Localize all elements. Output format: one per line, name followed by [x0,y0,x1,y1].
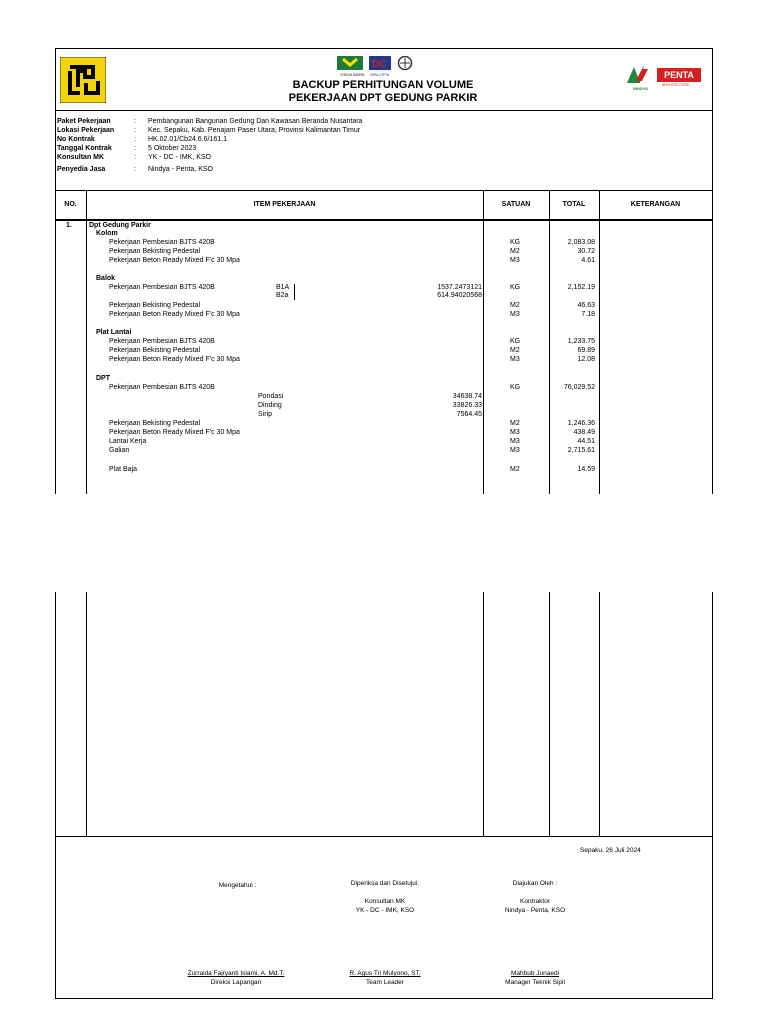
col-header-total: TOTAL [562,201,586,208]
row-item: Plat Baja [109,466,138,473]
row-satuan: M3 [510,257,520,264]
place-date: Sepaku, 26 Juli 2024 [580,847,641,854]
row-total: 69.89 [577,347,595,354]
detail-label: Pondasi [258,393,284,400]
logo-caption-yodya: YODYA KARYA [340,73,365,77]
section-title: Dpt Gedung Parkir [89,222,151,229]
section-number: 1. [66,222,72,229]
kontraktor-name: Nindya - Penta, KSO [504,907,566,914]
diajukan-label: Diajukan Oleh : [512,880,558,887]
row-total: 4.61 [581,257,595,264]
detail-label: Sirip [258,411,273,418]
info-label: Penyedia Jasa [57,166,106,173]
row-item: Pekerjaan Pembesian BJTS 420B [109,239,215,246]
info-label: Lokasi Pekerjaan [57,127,115,134]
group-title-plat: Plat Lantai [96,329,132,336]
konsultan-name: YK - DC - IMK, KSO [355,907,415,914]
row-satuan: M2 [510,302,520,309]
row-satuan: M3 [510,438,520,445]
col-header-no: NO. [64,201,77,208]
row-item: Pekerjaan Bekisting Pedestal [109,347,201,354]
detail-label: Dinding [258,402,282,409]
info-colon: : [134,154,136,161]
row-total: 12.08 [577,356,595,363]
row-satuan: KG [510,239,521,246]
detail-value: 34638.74 [452,393,482,400]
row-satuan: KG [510,384,521,391]
row-total: 2,083.08 [567,239,595,246]
frame-right-line [712,48,713,494]
signatory-2-name: R. Agus Tri Mulyono, ST. [349,970,421,977]
info-label: Konsultan MK [57,154,105,161]
info-value: Pembangunan Bangunan Gedung Dan Kawasan Beranda Nusantara [148,118,363,125]
col-sep-total [599,190,600,494]
detail-value: 33826.33 [452,402,482,409]
row-satuan: M3 [510,429,520,436]
row-satuan: M2 [510,347,520,354]
col-sep-item [483,190,484,494]
row-satuan: M3 [510,311,520,318]
info-divider [55,190,713,191]
pu-logo-icon [60,57,106,103]
signatory-3-role: Manager Teknik Sipil [505,979,565,986]
penta-logo: PENTA [657,68,701,82]
row-item: Pekerjaan Beton Ready Mixed F'c 30 Mpa [109,356,240,363]
signatory-1-role: Direksi Lapangan [210,979,262,986]
row-total: 438.49 [573,429,595,436]
row-satuan: KG [510,284,521,291]
table-bottom-line [55,836,713,837]
info-label: No Kontrak [57,136,95,143]
info-value: Kec. Sepaku, Kab. Penajam Paser Utara, Provinsi Kalimantan Timur [148,127,361,134]
logo-caption-dira: DIRA CIPTA [370,73,390,77]
group-title-kolom: Kolom [96,230,118,237]
document-title-line1: BACKUP PERHITUNGAN VOLUME [292,79,474,91]
row-item: Pekerjaan Beton Ready Mixed F'c 30 Mpa [109,429,240,436]
row-item: Pekerjaan Pembesian BJTS 420B [109,338,215,345]
col-header-keterangan: KETERANGAN [630,201,681,208]
row-item: Pekerjaan Beton Ready Mixed F'c 30 Mpa [109,311,240,318]
info-colon: : [134,136,136,143]
row-item: Pekerjaan Pembesian BJTS 420B [109,384,215,391]
group-title-dpt: DPT [96,375,110,382]
konsultan-label: Konsultan MK [364,898,406,905]
frame-left-line [55,592,56,999]
info-colon: : [134,118,136,125]
detail-value: 614.94020568 [437,292,482,299]
signatory-1-name: Zurraida Fajryanti Islami, A. Md.T. [187,970,285,977]
document-title-line2: PEKERJAAN DPT GEDUNG PARKIR [288,92,478,104]
col-sep-item [483,592,484,836]
column-header-bottom [55,219,713,221]
frame-top-line [55,48,713,49]
signatory-3-name: Mahbub Junaedi [510,970,560,977]
info-label: Paket Pekerjaan [57,118,111,125]
detail-value: 1537.2473121 [437,284,482,291]
info-colon: : [134,166,136,173]
mengetahui-label: Mengetahui : [218,882,257,889]
detail-label: B1A [276,284,290,291]
row-satuan: M2 [510,248,520,255]
info-value: Nindya - Penta, KSO [148,166,213,173]
row-satuan: M2 [510,466,520,473]
row-total: 76,029.52 [563,384,595,391]
col-sep-satuan [549,592,550,836]
header-divider [55,110,713,111]
row-total: 1,233.75 [567,338,595,345]
row-total: 7.18 [581,311,595,318]
svg-text:DC: DC [372,59,387,70]
detail-label: B2a [276,292,289,299]
row-item: Pekerjaan Bekisting Pedestal [109,302,201,309]
diperiksa-label: Diperiksa dan Disetujui: [350,880,420,887]
row-total: 2,152.19 [567,284,595,291]
group-title-balok: Balok [96,275,116,282]
nindya-logo-text: NINDYA [633,86,648,91]
row-total: 44.51 [577,438,595,445]
row-total: 30.72 [577,248,595,255]
col-sep-no [86,190,87,494]
frame-bottom-line [55,998,713,999]
row-item: Lantai Kerja [109,438,147,445]
kontraktor-label: Kontraktor [520,898,550,905]
row-total: 14.59 [577,466,595,473]
row-total: 1,246.36 [567,420,595,427]
info-colon: : [134,127,136,134]
info-value: YK - DC - IMK, KSO [148,154,212,161]
row-total: 2,715.61 [567,447,595,454]
row-item: Pekerjaan Pembesian BJTS 420B [109,284,215,291]
row-total: 46.63 [577,302,595,309]
row-satuan: M3 [510,356,520,363]
signatory-2-role: Team Leader [366,979,404,986]
col-header-item: ITEM PEKERJAAN [253,201,316,208]
info-colon: : [134,145,136,152]
col-sep-total [599,592,600,836]
row-satuan: M2 [510,420,520,427]
penta-logo-sub: ARCHITECTURE [662,83,690,87]
frame-right-line [712,592,713,999]
info-value: 5 Oktober 2023 [148,145,197,152]
row-item: Galian [109,447,130,454]
frame-left-line [55,48,56,494]
row-item: Pekerjaan Bekisting Pedestal [109,420,201,427]
row-item: Pekerjaan Bekisting Pedestal [109,248,201,255]
row-item: Pekerjaan Beton Ready Mixed F'c 30 Mpa [109,257,240,264]
info-value: HK.02.01/Cb24.6.6/161.1 [148,136,228,143]
detail-separator [294,284,295,300]
row-satuan: KG [510,338,521,345]
detail-value: 7564.45 [456,411,482,418]
col-header-satuan: SATUAN [501,201,531,208]
info-label: Tanggal Kontrak [57,145,112,152]
col-sep-no [86,592,87,836]
row-satuan: M3 [510,447,520,454]
